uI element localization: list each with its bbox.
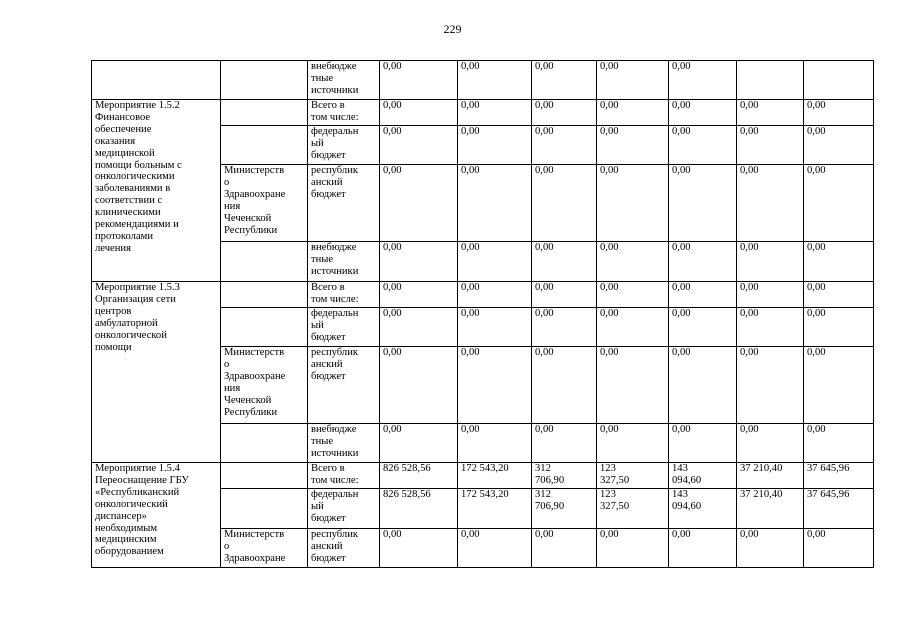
value-cell: 826 528,56: [380, 489, 458, 529]
funding-source-cell: федеральн ый бюджет: [308, 308, 380, 347]
value-cell: 0,00: [804, 242, 874, 282]
value-cell: [737, 61, 804, 100]
value-cell: 0,00: [669, 242, 737, 282]
value-cell: 0,00: [458, 529, 532, 568]
value-cell: 172 543,20: [458, 463, 532, 489]
funding-source-cell: внебюдже тные источники: [308, 242, 380, 282]
value-cell: 312 706,90: [532, 489, 597, 529]
value-cell: 0,00: [669, 424, 737, 463]
value-cell: 37 210,40: [737, 463, 804, 489]
value-cell: 0,00: [804, 165, 874, 242]
funding-source-cell: федеральн ый бюджет: [308, 489, 380, 529]
executor-cell: [221, 424, 308, 463]
value-cell: 0,00: [804, 347, 874, 424]
value-cell: 37 645,96: [804, 463, 874, 489]
table-row: [92, 100, 874, 126]
value-cell: 0,00: [669, 126, 737, 165]
value-cell: 0,00: [380, 308, 458, 347]
value-cell: 0,00: [458, 61, 532, 100]
value-cell: 0,00: [380, 529, 458, 568]
value-cell: 172 543,20: [458, 489, 532, 529]
value-cell: 0,00: [737, 242, 804, 282]
executor-cell: [221, 242, 308, 282]
value-cell: 123 327,50: [597, 489, 669, 529]
value-cell: 0,00: [532, 100, 597, 126]
value-cell: 0,00: [804, 100, 874, 126]
value-cell: 0,00: [597, 282, 669, 308]
value-cell: 0,00: [380, 100, 458, 126]
value-cell: 0,00: [804, 126, 874, 165]
value-cell: 0,00: [380, 165, 458, 242]
executor-cell: Министерств о Здравоохране: [221, 529, 308, 568]
value-cell: 0,00: [532, 529, 597, 568]
value-cell: 0,00: [737, 282, 804, 308]
value-cell: 0,00: [597, 529, 669, 568]
value-cell: 826 528,56: [380, 463, 458, 489]
value-cell: 0,00: [532, 242, 597, 282]
value-cell: 0,00: [380, 282, 458, 308]
value-cell: 0,00: [669, 100, 737, 126]
value-cell: 0,00: [458, 165, 532, 242]
value-cell: 37 210,40: [737, 489, 804, 529]
measure-cell: [92, 61, 221, 100]
executor-cell: [221, 126, 308, 165]
value-cell: 0,00: [532, 347, 597, 424]
value-cell: [804, 61, 874, 100]
measure-cell: Мероприятие 1.5.3 Организация сети центров амбулаторной онкологической помощи: [92, 282, 221, 463]
value-cell: 0,00: [458, 100, 532, 126]
value-cell: 0,00: [669, 282, 737, 308]
table-row: [92, 61, 874, 100]
value-cell: 0,00: [597, 347, 669, 424]
value-cell: 0,00: [804, 424, 874, 463]
value-cell: 0,00: [380, 61, 458, 100]
executor-cell: [221, 463, 308, 489]
value-cell: 0,00: [458, 424, 532, 463]
measure-cell: Мероприятие 1.5.2 Финансовое обеспечение оказания медицинской помощи больным с онкологическими заболеваниями в соответствии с клиническими рекомендациями и протоколами лечения: [92, 100, 221, 282]
executor-cell: [221, 308, 308, 347]
value-cell: 0,00: [532, 308, 597, 347]
value-cell: 0,00: [737, 165, 804, 242]
funding-source-cell: республик анский бюджет: [308, 347, 380, 424]
table-row: [92, 282, 874, 308]
value-cell: 143 094,60: [669, 489, 737, 529]
value-cell: 0,00: [737, 424, 804, 463]
value-cell: 0,00: [597, 61, 669, 100]
value-cell: 0,00: [597, 165, 669, 242]
value-cell: 0,00: [532, 282, 597, 308]
page-number: 229: [443, 22, 462, 36]
funding-source-cell: Всего в том числе:: [308, 100, 380, 126]
value-cell: 0,00: [737, 100, 804, 126]
value-cell: 0,00: [804, 308, 874, 347]
value-cell: 0,00: [380, 347, 458, 424]
value-cell: 0,00: [597, 126, 669, 165]
funding-source-cell: внебюдже тные источники: [308, 424, 380, 463]
funding-source-cell: внебюдже тные источники: [308, 61, 380, 100]
value-cell: 0,00: [597, 100, 669, 126]
value-cell: 0,00: [669, 61, 737, 100]
value-cell: 0,00: [532, 61, 597, 100]
value-cell: 312 706,90: [532, 463, 597, 489]
table-row: [92, 463, 874, 489]
value-cell: 0,00: [380, 126, 458, 165]
executor-cell: [221, 100, 308, 126]
value-cell: 0,00: [669, 308, 737, 347]
executor-cell: Министерств о Здравоохране ния Чеченской Республики: [221, 347, 308, 424]
value-cell: 0,00: [597, 308, 669, 347]
value-cell: 0,00: [458, 126, 532, 165]
measure-cell: Мероприятие 1.5.4 Переоснащение ГБУ «Республиканский онкологический диспансер» необходимым медицинским оборудованием: [92, 463, 221, 568]
value-cell: 0,00: [458, 282, 532, 308]
funding-source-cell: Всего в том числе:: [308, 463, 380, 489]
funding-source-cell: Всего в том числе:: [308, 282, 380, 308]
value-cell: 0,00: [597, 424, 669, 463]
value-cell: 0,00: [804, 282, 874, 308]
value-cell: 0,00: [380, 242, 458, 282]
value-cell: 37 645,96: [804, 489, 874, 529]
value-cell: 0,00: [532, 126, 597, 165]
value-cell: 0,00: [669, 529, 737, 568]
funding-source-cell: республик анский бюджет: [308, 529, 380, 568]
value-cell: 0,00: [737, 529, 804, 568]
value-cell: 0,00: [804, 529, 874, 568]
value-cell: 0,00: [458, 347, 532, 424]
value-cell: 0,00: [380, 424, 458, 463]
funding-source-cell: республик анский бюджет: [308, 165, 380, 242]
value-cell: 0,00: [669, 347, 737, 424]
executor-cell: Министерств о Здравоохране ния Чеченской Республики: [221, 165, 308, 242]
executor-cell: [221, 282, 308, 308]
value-cell: 0,00: [532, 424, 597, 463]
value-cell: 0,00: [669, 165, 737, 242]
value-cell: 0,00: [737, 126, 804, 165]
executor-cell: [221, 61, 308, 100]
value-cell: 0,00: [458, 242, 532, 282]
value-cell: 0,00: [737, 308, 804, 347]
budget-table-body: [92, 61, 874, 568]
value-cell: 143 094,60: [669, 463, 737, 489]
value-cell: 0,00: [532, 165, 597, 242]
funding-source-cell: федеральн ый бюджет: [308, 126, 380, 165]
budget-table: [91, 60, 874, 568]
value-cell: 0,00: [597, 242, 669, 282]
value-cell: 0,00: [737, 347, 804, 424]
value-cell: 0,00: [458, 308, 532, 347]
value-cell: 123 327,50: [597, 463, 669, 489]
executor-cell: [221, 489, 308, 529]
